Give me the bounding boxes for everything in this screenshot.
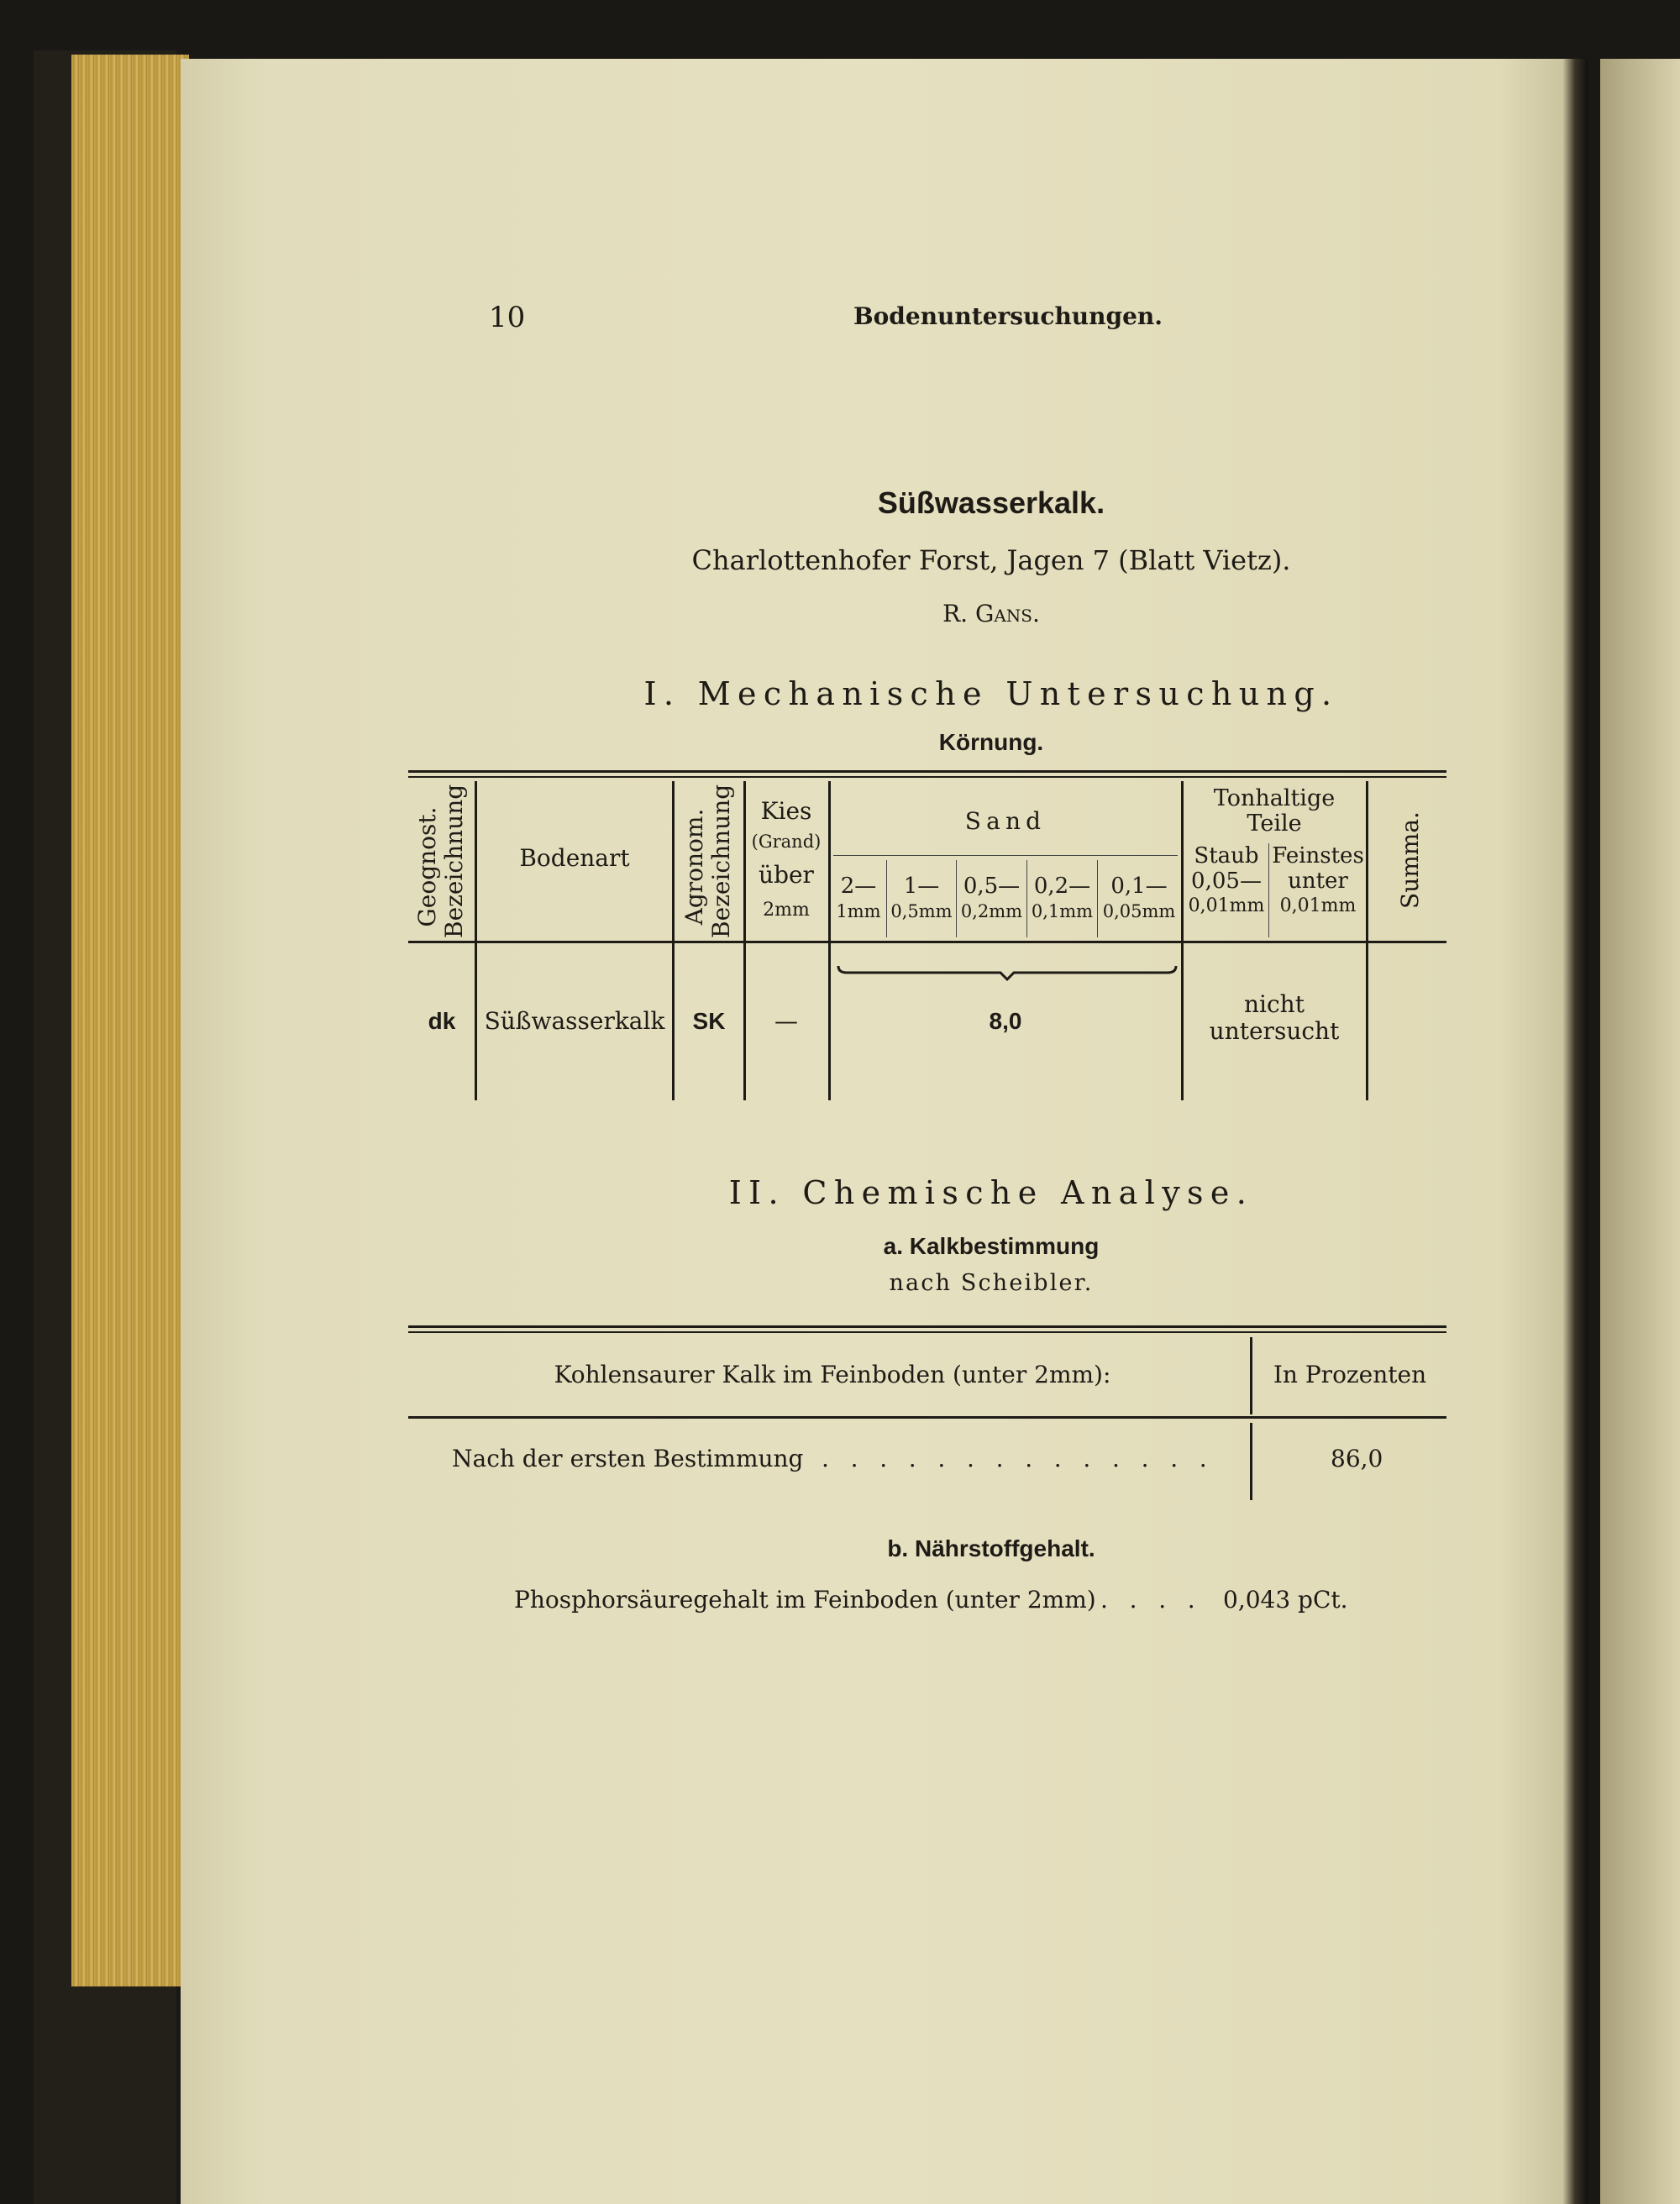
col-sand-2-1: 2— 1mm [836, 874, 881, 921]
author: R. Gans. [942, 600, 1040, 627]
table1-vline [1366, 781, 1368, 1100]
col-sand-05-02: 0,5— 0,2mm [960, 874, 1023, 921]
table1-top-rule [408, 770, 1446, 773]
row-bodenart: Süßwasserkalk [484, 1007, 665, 1035]
table2-top-rule [408, 1325, 1446, 1328]
phosphor-value: 0,043 pCt. [1223, 1586, 1348, 1614]
col-staub: Staub 0,05— 0,01mm [1188, 843, 1265, 916]
row-tonhaltige: nicht untersucht [1209, 990, 1340, 1045]
section-2b-heading: b. Nährstoffgehalt. [887, 1535, 1095, 1561]
page-number: 10 [489, 301, 526, 334]
col-tonhaltige: Tonhaltige Teile [1213, 785, 1336, 837]
sand-brace [837, 964, 1178, 981]
section-2-heading: II. Chemische Analyse. [728, 1174, 1254, 1211]
table2-row-value: 86,0 [1331, 1445, 1383, 1472]
col-summa: Summa. [1396, 811, 1424, 909]
table1-vline [475, 781, 477, 1100]
table2-top-rule-2 [408, 1331, 1446, 1333]
section-1-heading: I. Mechanische Untersuchung. [643, 675, 1339, 712]
table2-header-right: In Prozenten [1273, 1361, 1427, 1388]
location-line: Charlottenhofer Forst, Jagen 7 (Blatt Vietz). [691, 544, 1291, 576]
col-sand-02-01: 0,2— 0,1mm [1031, 874, 1094, 921]
sand-subheader-rule [833, 855, 1178, 856]
table1-vline [672, 781, 675, 1100]
col-feinstes: Feinstes unter 0,01mm [1272, 843, 1364, 916]
table1-header-rule [408, 941, 1446, 943]
col-kies: Kies (Grand) über 2mm [751, 797, 822, 921]
table2-row-label: Nach der ersten Bestimmung [452, 1445, 804, 1472]
row-agronom: SK [692, 1008, 726, 1034]
col-agronom: Agronom. Bezeichnung [680, 784, 735, 938]
col-bodenart: Bodenart [519, 844, 630, 872]
phosphor-label: Phosphorsäuregehalt im Feinboden (unter 2mm) [514, 1586, 1096, 1614]
table2-vline [1250, 1337, 1252, 1414]
section-2a-heading: a. Kalkbestimmung [883, 1233, 1100, 1259]
phosphor-dots: . . . . [1100, 1586, 1203, 1614]
running-title: Bodenuntersuchungen. [853, 302, 1163, 330]
row-kies: — [774, 1007, 798, 1035]
ton-sub-vline [1268, 843, 1269, 937]
page-title: Süßwasserkalk. [877, 485, 1105, 520]
row-sand: 8,0 [989, 1008, 1022, 1034]
table1-top-rule-2 [408, 776, 1446, 778]
col-geognost: Geognost. Bezeichnung [413, 784, 468, 938]
page [181, 59, 1583, 2204]
page-edges [71, 55, 189, 1986]
col-sand: Sand [964, 807, 1047, 835]
col-sand-1-05: 1— 0,5mm [890, 874, 953, 921]
table2-header-rule [408, 1416, 1446, 1419]
gutter [1562, 59, 1588, 2204]
table2-row-dots: . . . . . . . . . . . . . . [822, 1445, 1215, 1472]
section-1-subheading: Körnung. [938, 729, 1044, 755]
next-page-edge [1600, 59, 1680, 2204]
table1-vline [1181, 781, 1184, 1100]
row-geognost: dk [428, 1008, 456, 1034]
table2-header-left: Kohlensaurer Kalk im Feinboden (unter 2mm): [554, 1361, 1111, 1388]
table2-vline [1250, 1423, 1252, 1500]
section-2a-note: nach Scheibler. [889, 1270, 1094, 1296]
table1-vline [828, 781, 831, 1100]
col-sand-01-005: 0,1— 0,05mm [1102, 874, 1176, 921]
